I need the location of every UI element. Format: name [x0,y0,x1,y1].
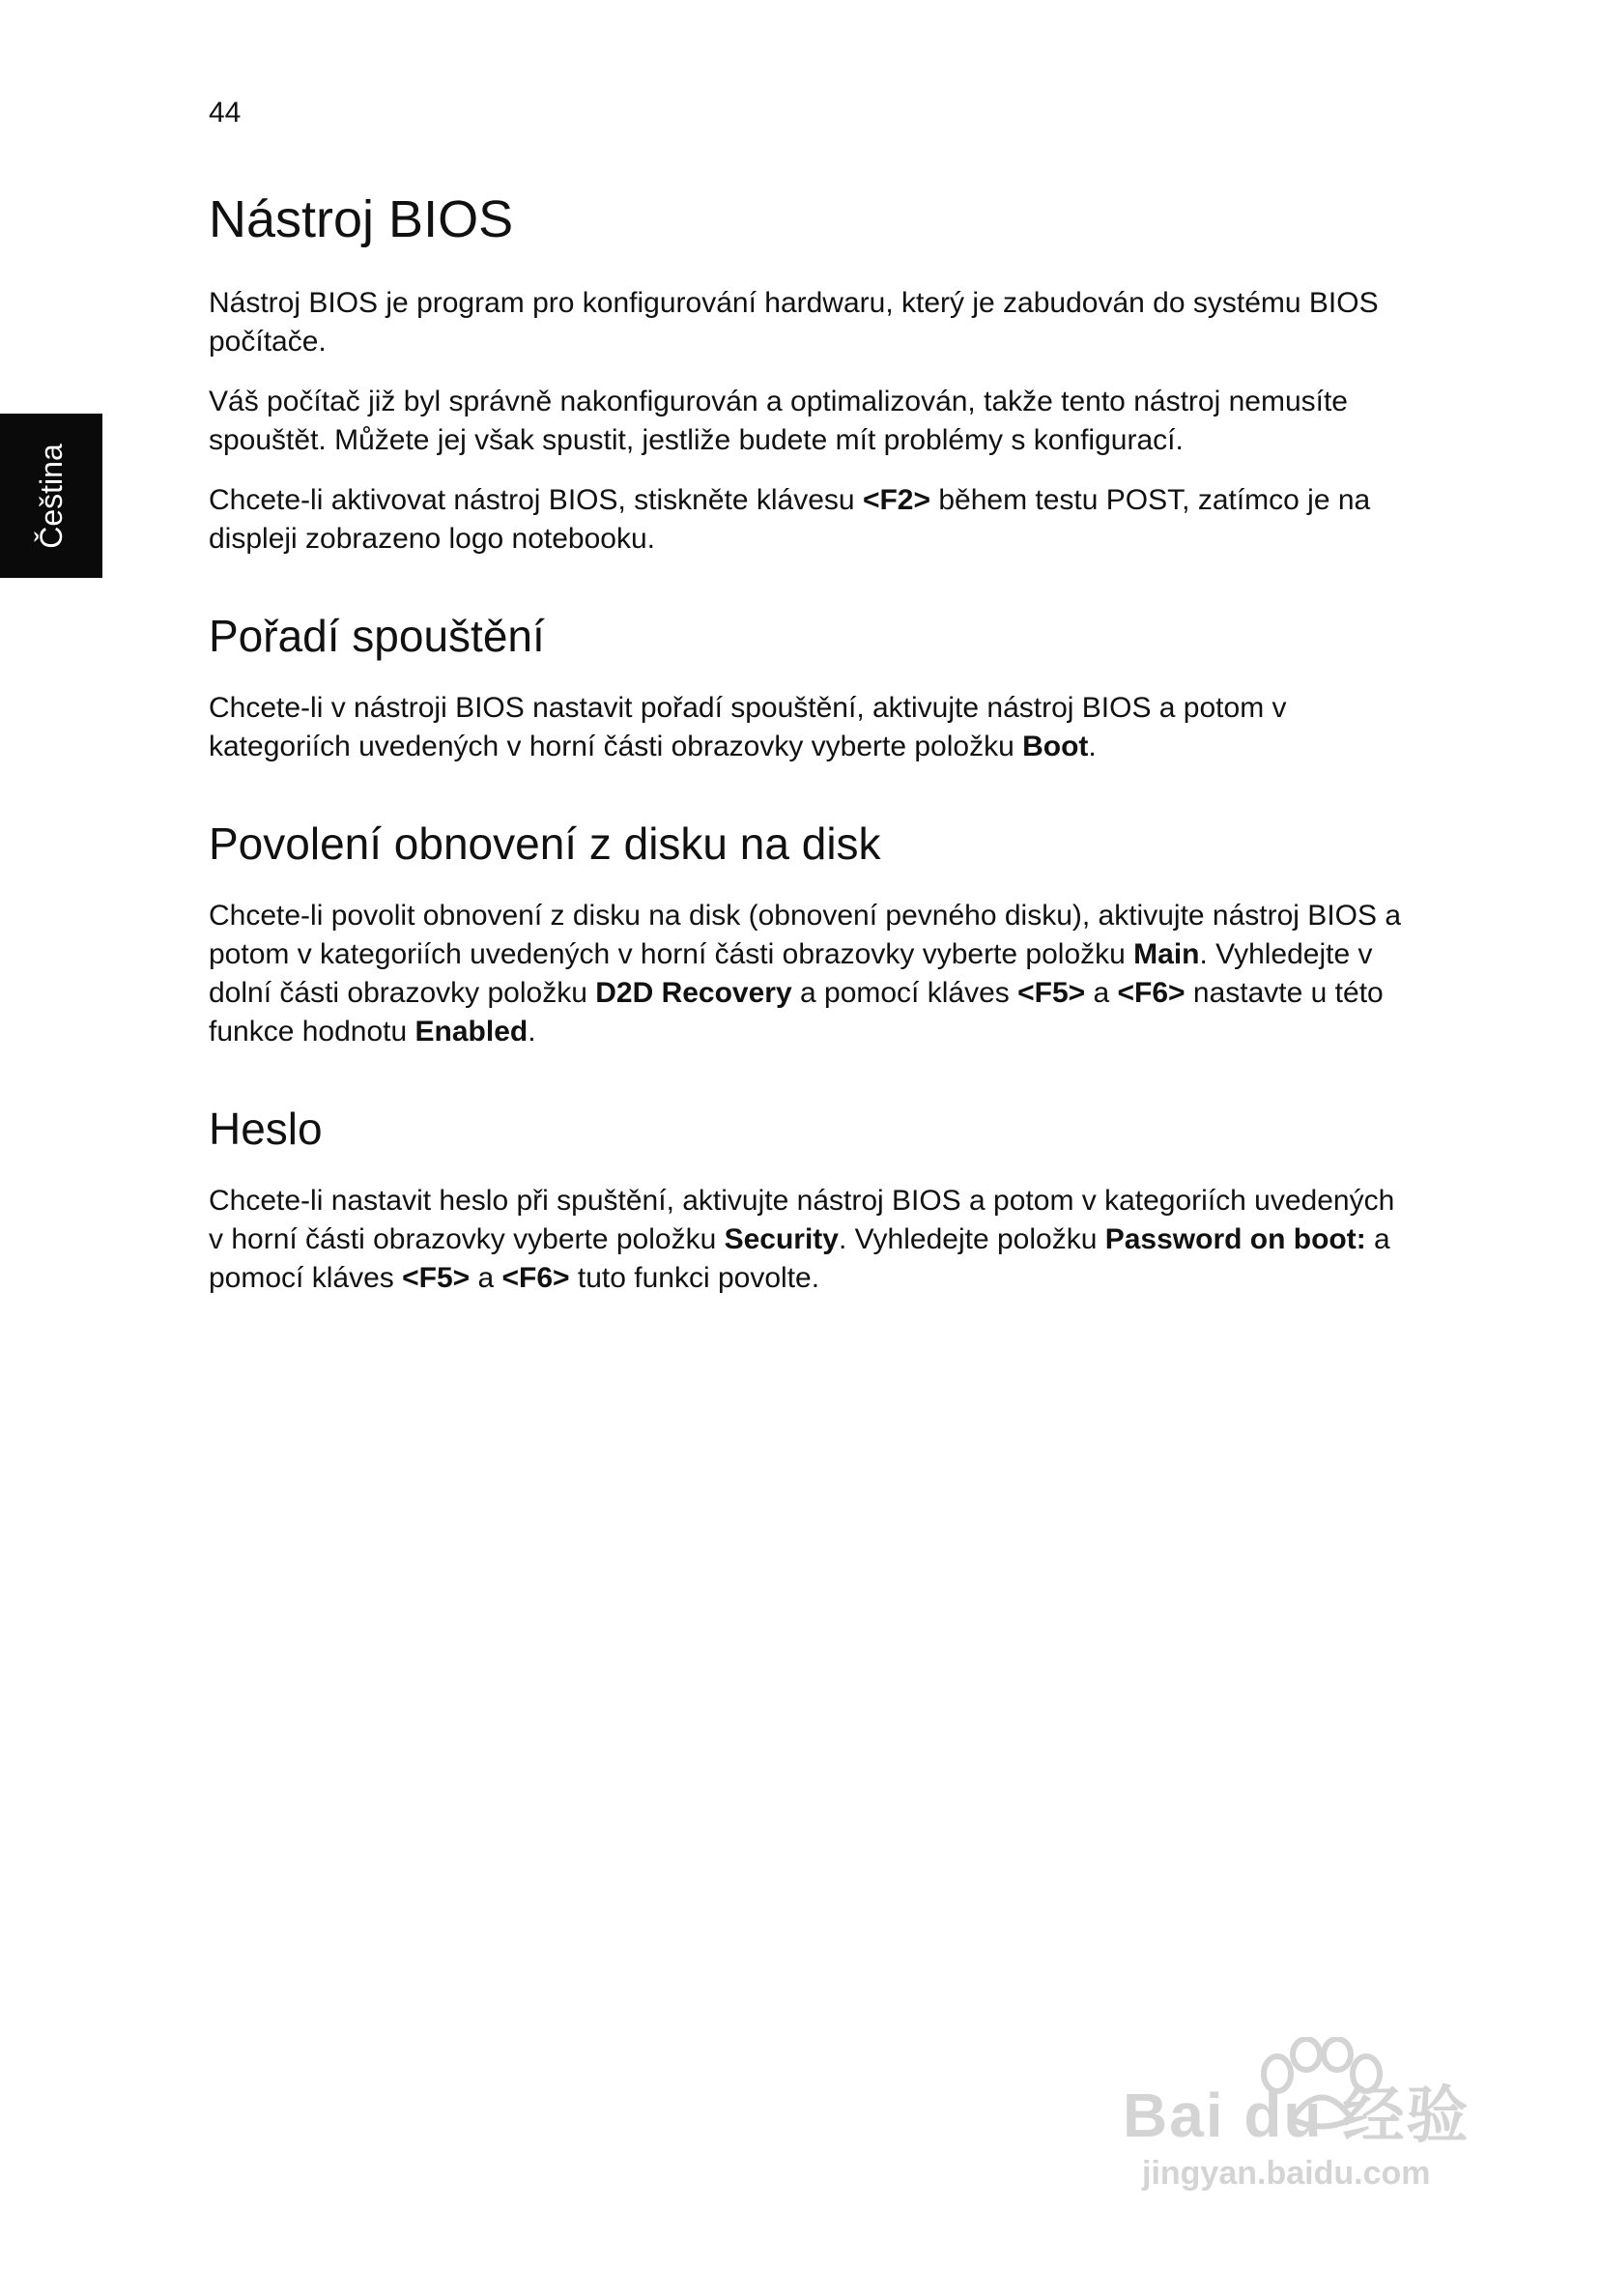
baidu-logo-text: Bai du 经验 [1123,2081,1471,2150]
password-on-boot-term: Password on boot: [1104,1222,1366,1255]
section-title-boot: Pořadí spouštění [209,611,545,662]
document-content [209,189,1407,1319]
text: Chcete-li nastavit heslo při spuštění, aktivujte nástroj BIOS a potom v kategoriích uvedených v horní části obrazovky vyberte položku [209,1184,1395,1255]
boot-term: Boot [1022,730,1089,762]
text: nastavte u této funkce hodnotu [209,976,1384,1048]
text: tuto funkci povolte. [569,1261,820,1294]
security-term: Security [724,1222,839,1255]
d2d-recovery-term: D2D Recovery [595,976,792,1009]
key-f2: <F2> [862,484,931,517]
key-f5: <F5> [1017,976,1086,1009]
d2d-paragraph [209,897,1407,1051]
boot-paragraph [209,689,1407,766]
baidu-watermark [1123,2037,1509,2192]
watermark-url: jingyan.baidu.com [1142,2155,1431,2192]
main-term: Main [1133,937,1200,970]
bios-paragraph-1: Nástroj BIOS je program pro konfigurování hardwaru, který je zabudován do systému BIOS počítače. [209,287,1379,359]
key-f6: <F6> [1117,976,1186,1009]
language-tab-label: Čeština [33,443,69,549]
bios-paragraph-3 [209,481,1407,559]
text: Chcete-li aktivovat nástroj BIOS, stiskněte klávesu [209,484,863,517]
text: . Vyhledejte v dolní části obrazovky položku [209,937,1373,1009]
enabled-term: Enabled [414,1015,529,1048]
text: . [528,1015,536,1048]
text: a pomocí kláves [209,1222,1390,1294]
key-f5: <F5> [402,1261,471,1294]
text: během testu POST, zatímco je na displeji zobrazeno logo notebooku. [209,484,1371,556]
text: a [470,1261,502,1294]
language-tab [0,414,102,578]
text: Chcete-li povolit obnovení z disku na disk (obnovení pevného disku), aktivujte nástroj BIOS a potom v kategoriích uvedených v horní části obrazovky vyberte položku [209,899,1402,970]
password-paragraph [209,1182,1407,1298]
bios-paragraph-2: Váš počítač již byl správně nakonfigurován a optimalizován, takže tento nástroj nemusíte spouštět. Můžete jej však spustit, jestliže budete mít problémy s konfigurací. [209,386,1348,457]
section-title-d2d: Povolení obnovení z disku na disk [209,818,881,869]
section-title-bios: Nástroj BIOS [209,190,514,248]
text: a [1085,976,1118,1009]
section-title-password: Heslo [209,1103,323,1154]
text: . [1088,730,1097,762]
text: a pomocí kláves [791,976,1018,1009]
key-f6: <F6> [501,1261,570,1294]
text: Chcete-li v nástroji BIOS nastavit pořadí spouštění, aktivujte nástroj BIOS a potom v kategoriích uvedených v horní části obrazovky vyberte položku [209,691,1287,762]
text: . Vyhledejte položku [838,1222,1105,1255]
page-number: 44 [209,97,242,129]
